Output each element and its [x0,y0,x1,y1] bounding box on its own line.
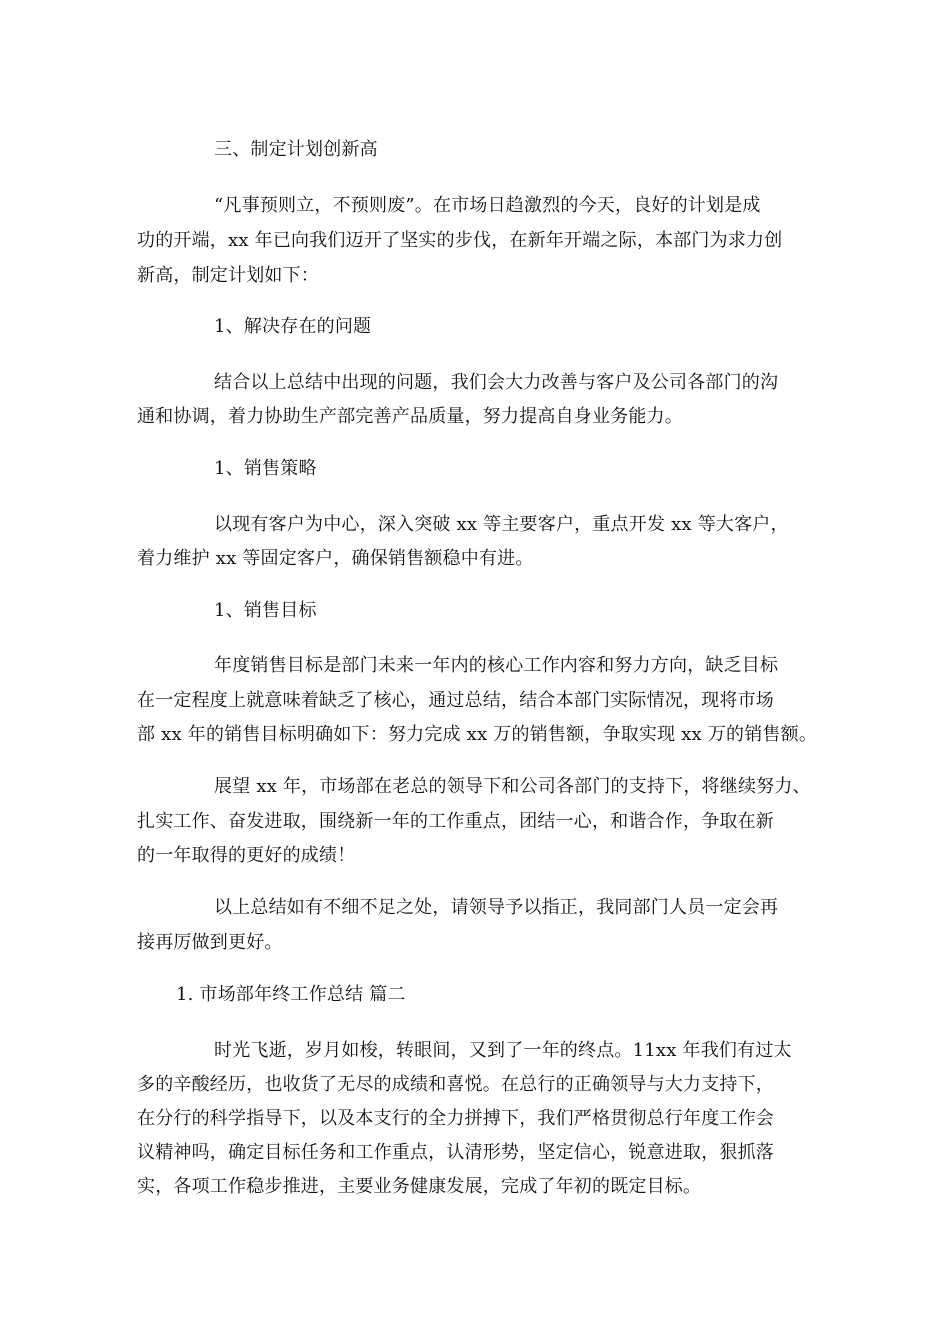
paragraph-line: 年度销售目标是部门未来一年内的核心工作内容和努力方向，缺乏目标 [214,655,779,676]
paragraph-line: 功的开端，xx 年已向我们迈开了坚实的步伐，在新年开端之际，本部门为求力创 [137,230,783,251]
subheading-sales-target: 1、销售目标 [214,600,317,621]
subheading-sales-strategy: 1、销售策略 [214,458,317,479]
heading-plan: 三、制定计划创新高 [214,139,378,160]
section-title-part-two: 1. 市场部年终工作总结 篇二 [176,984,406,1005]
paragraph-line: 的一年取得的更好的成绩！ [137,845,356,866]
paragraph-line: 议精神吗，确定目标任务和工作重点，认清形势，坚定信心，锐意进取，狠抓落 [137,1142,774,1163]
subheading-problems: 1、解决存在的问题 [214,316,372,337]
paragraph-line: 在一定程度上就意味着缺乏了核心，通过总结，结合本部门实际情况，现将市场 [137,690,774,711]
paragraph-line: 以现有客户为中心，深入突破 xx 等主要客户，重点开发 xx 等大客户， [214,514,789,535]
paragraph-line: 在分行的科学指导下，以及本支行的全力拼搏下，我们严格贯彻总行年度工作会 [137,1108,774,1129]
paragraph-line: 通和协调，着力协助生产部完善产品质量，努力提高自身业务能力。 [137,406,683,427]
paragraph-line: 扎实工作、奋发进取，围绕新一年的工作重点，团结一心，和谐合作，争取在新 [137,811,774,832]
paragraph-line: 部 xx 年的销售目标明确如下：努力完成 xx 万的销售额，争取实现 xx 万的销售额。 [137,724,818,745]
paragraph-line: 着力维护 xx 等固定客户，确保销售额稳中有进。 [137,548,534,569]
paragraph-line: “凡事预则立，不预则废”。在市场日趋激烈的今天，良好的计划是成 [214,195,761,216]
paragraph-line: 展望 xx 年，市场部在老总的领导下和公司各部门的支持下，将继续努力、 [214,776,811,797]
paragraph-line: 以上总结如有不细不足之处，请领导予以指正，我同部门人员一定会再 [214,897,779,918]
paragraph-line: 新高，制定计划如下： [137,265,319,286]
paragraph-line: 结合以上总结中出现的问题，我们会大力改善与客户及公司各部门的沟 [214,372,779,393]
paragraph-line: 时光飞逝，岁月如梭，转眼间，又到了一年的终点。11xx 年我们有过太 [214,1040,792,1061]
paragraph-line: 接再厉做到更好。 [137,932,283,953]
paragraph-line: 多的辛酸经历，也收货了无尽的成绩和喜悦。在总行的正确领导与大力支持下， [137,1074,774,1095]
paragraph-line: 实，各项工作稳步推进，主要业务健康发展，完成了年初的既定目标。 [137,1176,702,1197]
